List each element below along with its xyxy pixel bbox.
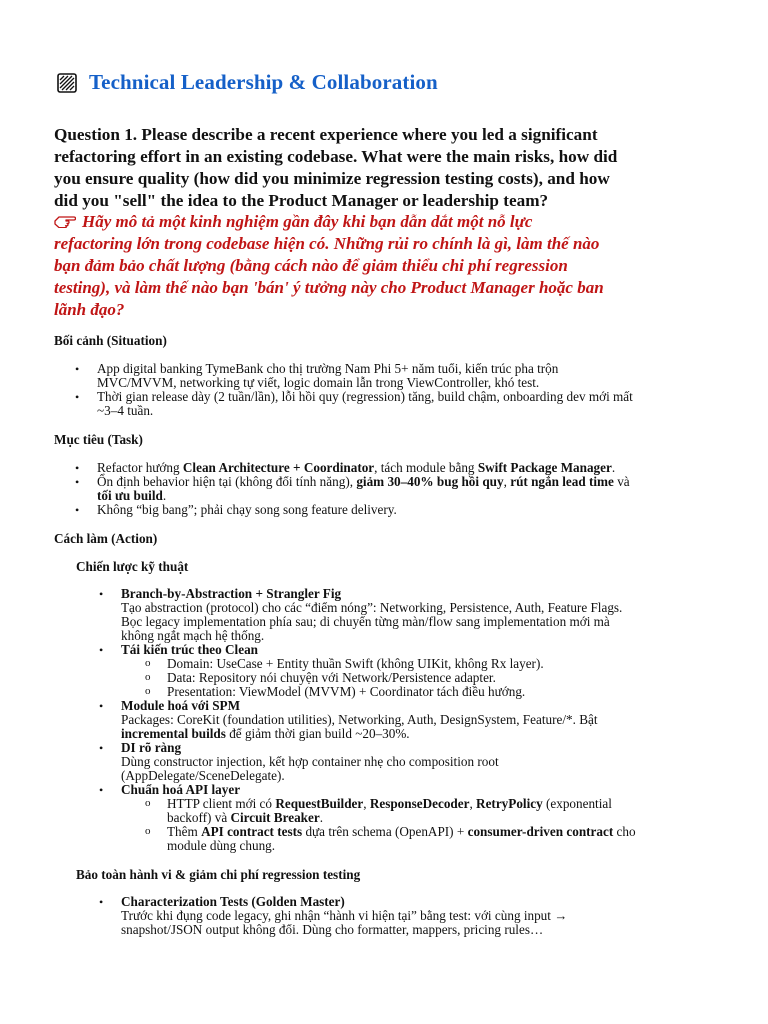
sub-list [143,797,741,853]
item-title: • Branch-by-Abstraction + Strangler Fig [121,586,342,601]
item-line: module dùng chung. [167,838,276,853]
situation-list [97,362,737,418]
item-line: Dùng constructor injection, kết hợp container nhẹ cho composition root [121,754,499,769]
item-bold: ResponseDecoder [369,796,470,811]
task-list [97,461,737,517]
item-line: Bọc legacy implementation phía sau; di chuyển từng màn/flow sang implementation mới mà [121,614,610,629]
item-bold: API contract tests [201,824,303,839]
item-text: dựa trên schema (OpenAPI) + [302,824,468,839]
item-line [167,797,741,811]
sub-list-item: o Presentation: ViewModel (MVVM) + Coordinator tách điều hướng. [143,685,741,699]
item-text: cho [613,824,636,839]
item-title: • Characterization Tests (Golden Master) [121,894,345,909]
action-heading: Cách làm (Action) [54,531,158,546]
question-translation [54,211,734,321]
item-line: Trước khi đụng code legacy, ghi nhận “hành vi hiện tại” bằng test: với cùng input → [121,908,568,923]
item-text: backoff) và [167,810,231,825]
item-line [167,811,741,825]
item-text: Không “big bang”; phải chạy song song feature delivery. [97,502,397,517]
item-line: Packages: CoreKit (foundation utilities), Networking, Auth, DesignSystem, Feature/*. Bật [121,712,598,727]
list-item [97,362,737,390]
pointing-hand-icon [54,214,76,228]
item-text: . [611,460,616,475]
item-line [97,475,737,489]
preserve-list [121,895,741,937]
sub-list [143,657,741,699]
item-bold: giảm 30–40% bug hồi quy [356,474,504,489]
translation-line [54,211,734,233]
list-item [121,895,741,937]
question-line: refactoring effort in an existing codebase. What were the main risks, how did [54,147,618,166]
sub-list-item [143,797,741,825]
list-item [97,503,737,517]
list-item [121,741,741,783]
item-line: Tạo abstraction (protocol) cho các “điểm nóng”: Networking, Persistence, Auth, Feature Flags. [121,600,623,615]
item-bold: RequestBuilder [275,796,364,811]
item-title: • DI rõ ràng [121,740,182,755]
item-bold: Clean Architecture + Coordinator [182,460,375,475]
item-text: , [503,474,511,489]
item-bold: RetryPolicy [476,796,543,811]
list-item [97,475,737,503]
item-text: Ổn định behavior hiện tại (không đổi tính năng), [97,474,357,489]
item-line: • App digital banking TymeBank cho thị trường Nam Phi 5+ năm tuổi, kiến trúc pha trộn [97,361,559,376]
task-heading: Mục tiêu (Task) [54,432,143,447]
question-line: Question 1. Please describe a recent experience where you led a significant [54,125,598,144]
item-line: snapshot/JSON output không đổi. Dùng cho formatter, mappers, pricing rules… [121,922,544,937]
notebook-icon [57,73,77,93]
item-bold: consumer-driven contract [467,824,614,839]
sub-list-item: o Domain: UseCase + Entity thuần Swift (không UIKit, không Rx layer). [143,657,741,671]
list-item [121,587,741,643]
translation-line: testing), và làm thế nào bạn 'bán' ý tưởng này cho Product Manager hoặc ban [54,278,604,297]
translation-line: refactoring lớn trong codebase hiện có. Những rủi ro chính là gì, làm thế nào [54,234,600,253]
section-heading [57,70,438,95]
strategy-list [121,587,741,853]
item-text: , tách module bằng [374,460,478,475]
item-text: để giảm thời gian build ~20–30%. [225,726,410,741]
item-bold: Swift Package Manager [477,460,612,475]
item-bold: Circuit Breaker [230,810,320,825]
item-text: . [319,810,324,825]
item-text: HTTP client mới có [167,796,276,811]
translation-text: Hãy mô tả một kinh nghiệm gần đây khi bạn dẫn dắt một nỗ lực [82,212,533,231]
preserve-heading: Bảo toàn hành vi & giảm chi phí regression testing [76,867,361,882]
item-title: • Tái kiến trúc theo Clean [121,642,259,657]
list-item [121,783,741,853]
item-title: • Chuẩn hoá API layer [121,782,241,797]
question-line: you ensure quality (how did you minimize regression testing costs), and how [54,169,610,188]
list-item [97,390,737,418]
sub-list-item: o Data: Repository nói chuyện với Network/Persistence adapter. [143,671,741,685]
item-text: (exponential [542,796,612,811]
item-line: ~3–4 tuần. [97,403,154,418]
item-text: Thêm [167,824,202,839]
strategy-heading: Chiến lược kỹ thuật [76,559,189,574]
item-line [121,727,741,741]
item-line: (AppDelegate/SceneDelegate). [121,768,285,783]
sub-list-item [143,825,741,853]
item-text: . [162,488,167,503]
list-item [121,699,741,741]
translation-line: bạn đảm bảo chất lượng (bằng cách nào để giảm thiểu chi phí regression [54,256,568,275]
item-bold: incremental builds [121,726,226,741]
item-bold: rút ngắn lead time [510,474,614,489]
item-line: không ngắt mạch hệ thống. [121,628,265,643]
item-text: , [363,796,370,811]
item-title: • Module hoá với SPM [121,698,241,713]
list-item [121,643,741,699]
translation-line: lãnh đạo? [54,300,125,319]
item-text: Refactor hướng [97,460,183,475]
item-line [97,489,737,503]
question-text [54,124,734,212]
item-line: • Thời gian release dày (2 tuần/lần), lỗi hồi quy (regression) tăng, build chậm, onboarding dev mới mất [97,389,633,404]
item-text: và [613,474,630,489]
item-line: MVC/MVVM, networking tự viết, logic domain lẫn trong ViewController, khó test. [97,375,540,390]
situation-heading: Bối cảnh (Situation) [54,333,167,348]
section-title: Technical Leadership & Collaboration [89,70,438,94]
item-text: , [469,796,477,811]
question-line: did you "sell" the idea to the Product Manager or leadership team? [54,191,549,210]
list-item [97,461,737,475]
item-line [167,825,741,839]
item-bold: tối ưu build [97,488,163,503]
